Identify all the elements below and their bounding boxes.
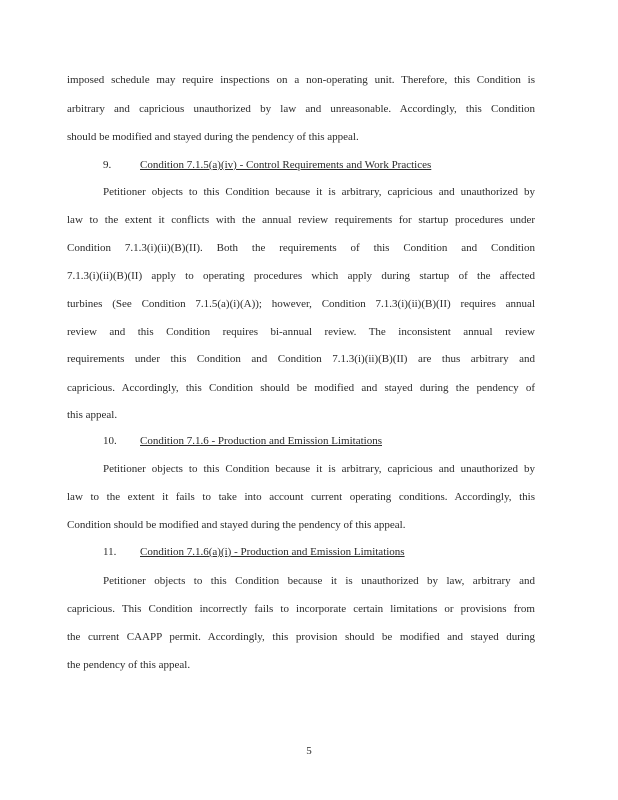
body-line: capricious. Accordingly, this Condition should be modified and stayed during the pendency of [67, 382, 535, 394]
page-number: 5 [306, 745, 312, 757]
body-line: the current CAAPP permit. Accordingly, this provision should be modified and stayed during [67, 631, 535, 643]
section-number: 10. [103, 435, 117, 447]
section-number: 11. [103, 546, 117, 558]
body-line: review and this Condition requires bi-annual review. The inconsistent annual review [67, 326, 535, 338]
body-line: requirements under this Condition and Condition 7.1.3(i)(ii)(B)(II) are thus arbitrary and [67, 353, 535, 365]
body-line: should be modified and stayed during the pendency of this appeal. [67, 131, 359, 143]
body-line: Petitioner objects to this Condition because it is arbitrary, capricious and unauthorized by [103, 186, 535, 198]
body-line: this appeal. [67, 409, 118, 421]
section-title: Condition 7.1.6 - Production and Emission Limitations [140, 435, 382, 447]
body-line: the pendency of this appeal. [67, 659, 191, 671]
body-line: Condition should be modified and stayed during the pendency of this appeal. [67, 519, 406, 531]
body-line: arbitrary and capricious unauthorized by law and unreasonable. Accordingly, this Condition [67, 103, 535, 115]
body-line: Petitioner objects to this Condition because it is arbitrary, capricious and unauthorized by [103, 463, 535, 475]
section-title: Condition 7.1.6(a)(i) - Production and Emission Limitations [140, 546, 405, 558]
body-line: turbines (See Condition 7.1.5(a)(i)(A)); however, Condition 7.1.3(i)(ii)(B)(II) requires annual [67, 298, 535, 310]
body-line: law to the extent it fails to take into account current operating conditions. Accordingly, this [67, 491, 535, 503]
body-line: Condition 7.1.3(i)(ii)(B)(II). Both the requirements of this Condition and Condition [67, 242, 535, 254]
body-line: law to the extent it conflicts with the annual review requirements for startup procedures under [67, 214, 535, 226]
body-line: 7.1.3(i)(ii)(B)(II) apply to operating procedures which apply during startup of the affected [67, 270, 535, 282]
body-line: Petitioner objects to this Condition because it is unauthorized by law, arbitrary and [103, 575, 535, 587]
section-title: Condition 7.1.5(a)(iv) - Control Requirements and Work Practices [140, 159, 432, 171]
body-line: imposed schedule may require inspections on a non-operating unit. Therefore, this Condition is [67, 74, 535, 86]
body-line: capricious. This Condition incorrectly fails to incorporate certain limitations or provisions from [67, 603, 535, 615]
section-number: 9. [103, 159, 112, 171]
